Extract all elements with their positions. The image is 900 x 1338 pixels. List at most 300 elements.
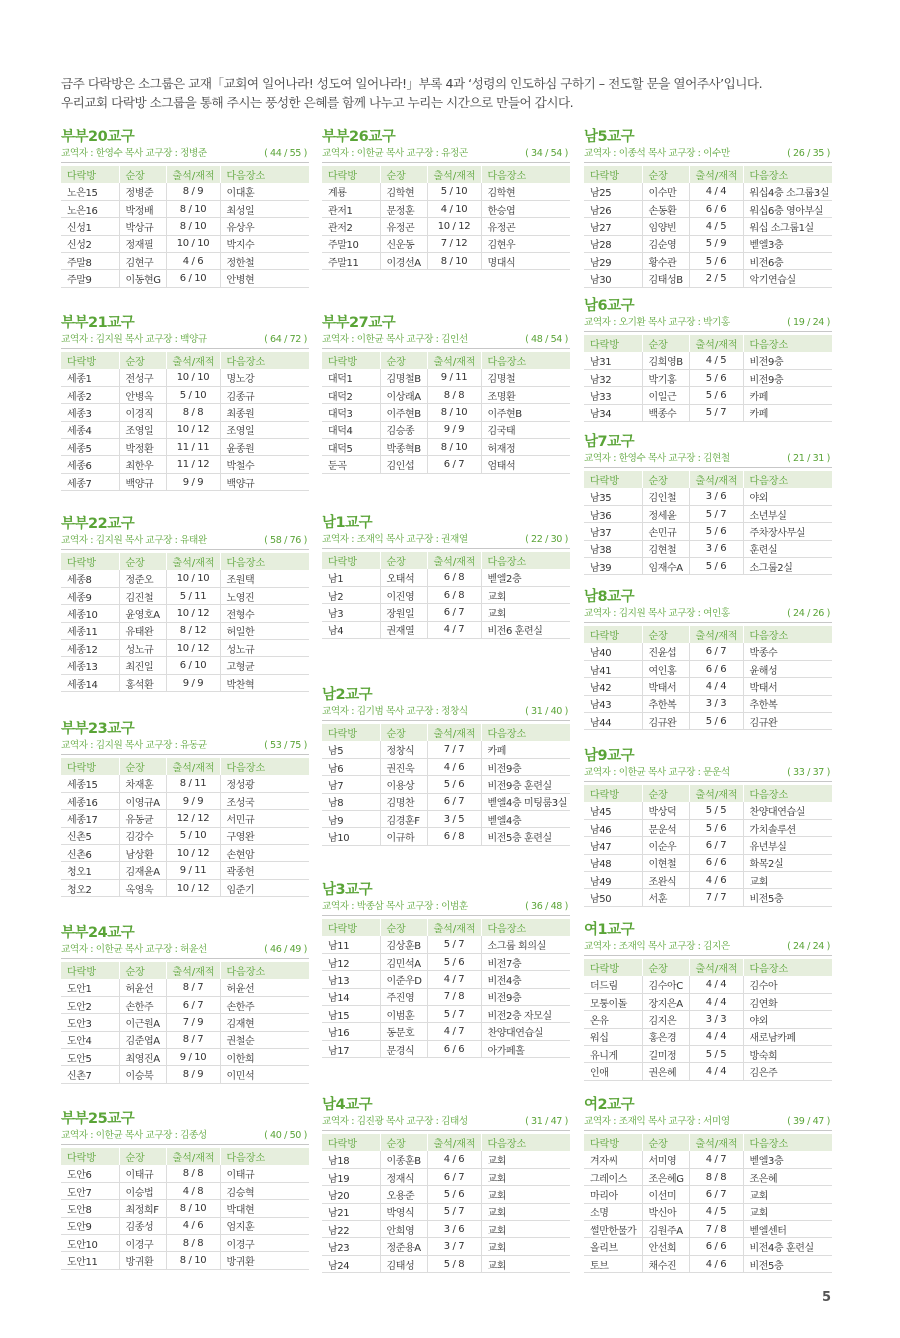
column-header: 순장 [380,919,427,936]
leader-cell: 김희영B [642,352,689,369]
district-meta [584,940,832,956]
room-cell: 남38 [584,540,642,557]
table-row [61,473,309,490]
district-staff: 교역자 : 이한균 목사 교구장 : 허윤선 [61,944,207,955]
district-group [584,921,832,1081]
room-cell: 소명 [584,1203,642,1220]
leader-cell: 김경훈F [380,811,427,828]
table-row [61,369,309,386]
column-header: 출석/재적 [427,724,481,741]
next-place-cell: 정성광 [220,775,309,792]
table-row [322,369,570,386]
room-cell: 대덕2 [322,386,380,403]
leader-cell: 권은혜 [642,1063,689,1080]
table-row [322,1255,570,1272]
next-place-cell: 김연화 [743,993,832,1010]
next-place-cell: 비전4층 [481,971,570,988]
table-row [322,811,570,828]
leader-cell: 김태성 [380,1255,427,1272]
district-table [61,962,309,1084]
next-place-cell: 카페 [481,741,570,758]
district-group [61,128,309,288]
district-staff: 교역자 : 조재익 목사 교구장 : 서미영 [584,1116,730,1127]
attendance-cell: 4 / 7 [427,621,481,638]
attendance-cell: 9 / 11 [427,369,481,386]
next-place-cell: 교회 [743,872,832,889]
leader-cell: 옥영욱 [119,879,166,896]
district-attendance-total: ( 39 / 47 ) [787,1116,830,1127]
attendance-cell: 5 / 6 [427,776,481,793]
room-cell: 세종8 [61,570,119,587]
next-place-cell: 조성국 [220,792,309,809]
room-cell: 올리브 [584,1238,642,1255]
district-group [584,588,832,730]
leader-cell: 조은혜G [642,1168,689,1185]
room-cell: 남36 [584,505,642,522]
room-cell: 남45 [584,802,642,819]
leader-cell: 방귀환 [119,1252,166,1269]
attendance-cell: 10 / 12 [166,605,220,622]
table-header-row [322,1134,570,1151]
district-attendance-total: ( 36 / 48 ) [525,901,568,912]
table-row [61,1031,309,1048]
district-meta [322,705,570,721]
district-attendance-total: ( 58 / 76 ) [264,535,307,546]
next-place-cell: 카페 [743,387,832,404]
room-cell: 도안6 [61,1165,119,1182]
attendance-cell: 6 / 7 [689,643,743,660]
district-group [61,1110,309,1270]
room-cell: 세종13 [61,657,119,674]
next-place-cell: 교회 [481,1221,570,1238]
next-place-cell: 이태규 [220,1165,309,1182]
table-header-row [584,626,832,643]
district-attendance-total: ( 34 / 54 ) [525,148,568,159]
attendance-cell: 10 / 12 [166,421,220,438]
table-header-row [322,919,570,936]
attendance-cell: 3 / 7 [427,1238,481,1255]
attendance-cell: 8 / 10 [166,218,220,235]
table-row [322,1006,570,1023]
column-header: 다음장소 [481,919,570,936]
table-row [61,1014,309,1031]
leader-cell: 조영일 [119,421,166,438]
district-group [322,128,570,270]
district-staff: 교역자 : 이한균 목사 교구장 : 문운석 [584,767,730,778]
table-row [61,1182,309,1199]
column-header: 출석/재적 [427,919,481,936]
district-group [322,686,570,846]
table-row [61,386,309,403]
table-row [61,235,309,252]
leader-cell: 유정곤 [380,218,427,235]
table-header-row [61,553,309,570]
leader-cell: 김규완 [642,713,689,730]
district-attendance-total: ( 53 / 75 ) [264,740,307,751]
next-place-cell: 유상우 [220,218,309,235]
room-cell: 남15 [322,1006,380,1023]
table-row [61,1252,309,1269]
attendance-cell: 8 / 10 [166,1200,220,1217]
next-place-cell: 윤종원 [220,439,309,456]
leader-cell: 오용준 [380,1186,427,1203]
district-title: 남1교구 [322,515,373,531]
district-meta [584,147,832,163]
attendance-cell: 8 / 7 [166,979,220,996]
leader-cell: 김민석A [380,953,427,970]
district-table [61,758,309,897]
next-place-cell: 김승혁 [220,1182,309,1199]
table-row [61,1049,309,1066]
attendance-cell: 5 / 6 [689,819,743,836]
district-staff: 교역자 : 김지원 목사 교구장 : 유동균 [61,740,207,751]
next-place-cell: 워십6층 영아부실 [743,200,832,217]
table-row [322,1168,570,1185]
column-header: 다음장소 [220,962,309,979]
room-cell: 세종10 [61,605,119,622]
attendance-cell: 5 / 8 [427,1255,481,1272]
table-row [322,421,570,438]
leader-cell: 이근원A [119,1014,166,1031]
attendance-cell: 7 / 12 [427,235,481,252]
district-attendance-total: ( 31 / 40 ) [525,706,568,717]
leader-cell: 진윤섭 [642,643,689,660]
district-title: 부부26교구 [322,129,396,145]
district-attendance-total: ( 33 / 37 ) [787,767,830,778]
district-title: 남6교구 [584,298,635,314]
leader-cell: 정재필 [119,235,166,252]
room-cell: 남28 [584,235,642,252]
district-table [584,785,832,907]
next-place-cell: 가치솔루션 [743,819,832,836]
leader-cell: 김현철 [642,540,689,557]
leader-cell: 윤영호A [119,605,166,622]
table-row [61,810,309,827]
district-title: 남2교구 [322,687,373,703]
next-place-cell: 악기연습실 [743,270,832,287]
district-meta [322,147,570,163]
attendance-cell: 12 / 12 [166,810,220,827]
column-header: 출석/재적 [689,785,743,802]
room-cell: 남24 [322,1255,380,1272]
room-cell: 도안4 [61,1031,119,1048]
room-cell: 관저1 [322,200,380,217]
district-table [584,471,832,575]
room-cell: 남11 [322,936,380,953]
attendance-cell: 6 / 6 [689,854,743,871]
next-place-cell: 이민석 [220,1066,309,1083]
table-row [61,640,309,657]
attendance-cell: 5 / 10 [166,386,220,403]
room-cell: 남33 [584,387,642,404]
leader-cell: 박종혁B [380,439,427,456]
leader-cell: 이경구 [119,1235,166,1252]
table-row [61,1066,309,1083]
district-meta [584,452,832,468]
next-place-cell: 비전5층 [743,889,832,906]
attendance-cell: 5 / 7 [689,505,743,522]
table-row [322,1186,570,1203]
leader-cell: 문정훈 [380,200,427,217]
attendance-cell: 10 / 12 [166,845,220,862]
table-header-row [584,166,832,183]
next-place-cell: 한승엽 [481,200,570,217]
table-row [584,993,832,1010]
attendance-cell: 11 / 12 [166,456,220,473]
room-cell: 도안8 [61,1200,119,1217]
district-title: 남5교구 [584,129,635,145]
leader-cell: 안선희 [642,1238,689,1255]
room-cell: 주말9 [61,270,119,287]
next-place-cell: 조은혜 [743,1168,832,1185]
next-place-cell: 조영일 [220,421,309,438]
attendance-cell: 6 / 10 [166,270,220,287]
attendance-cell: 5 / 6 [427,1186,481,1203]
leader-cell: 박기홍 [642,369,689,386]
table-row [61,845,309,862]
column-header: 다음장소 [743,1134,832,1151]
table-row [584,854,832,871]
leader-cell: 길미정 [642,1046,689,1063]
attendance-cell: 10 / 12 [166,879,220,896]
next-place-cell: 이대훈 [220,183,309,200]
leader-cell: 이승북 [119,1066,166,1083]
leader-cell: 정세윤 [642,505,689,522]
table-row [322,200,570,217]
district-title: 여1교구 [584,922,635,938]
room-cell: 남21 [322,1203,380,1220]
column-header: 다락방 [584,166,642,183]
column-header: 다락방 [322,919,380,936]
leader-cell: 박영식 [380,1203,427,1220]
attendance-cell: 8 / 11 [166,775,220,792]
column-header: 다락방 [584,785,642,802]
table-row [584,976,832,993]
room-cell: 남2 [322,586,380,603]
next-place-cell: 교회 [481,1151,570,1168]
attendance-cell: 6 / 7 [166,996,220,1013]
room-cell: 남49 [584,872,642,889]
column-header: 출석/재적 [689,166,743,183]
district-title: 남8교구 [584,589,635,605]
next-place-cell: 벧엘3층 [743,1151,832,1168]
leader-cell: 박신아 [642,1203,689,1220]
table-row [584,1028,832,1045]
next-place-cell: 정한철 [220,253,309,270]
table-row [584,270,832,287]
attendance-cell: 4 / 6 [166,1217,220,1234]
leader-cell: 최진일 [119,657,166,674]
table-row [61,1217,309,1234]
district-meta [584,766,832,782]
leader-cell: 이종훈B [380,1151,427,1168]
leader-cell: 김재윤A [119,862,166,879]
leader-cell: 이순우 [642,837,689,854]
table-row [61,657,309,674]
table-row [584,369,832,386]
room-cell: 남1 [322,569,380,586]
district-title: 부부22교구 [61,516,135,532]
leader-cell: 이규하 [380,828,427,845]
column-header: 순장 [642,166,689,183]
room-cell: 주말11 [322,253,380,270]
room-cell: 도안11 [61,1252,119,1269]
table-row [61,200,309,217]
next-place-cell: 조원택 [220,570,309,587]
leader-cell: 박정환 [119,439,166,456]
column-header: 출석/재적 [689,471,743,488]
table-row [61,979,309,996]
column-header: 순장 [642,471,689,488]
leader-cell: 이준우D [380,971,427,988]
attendance-cell: 5 / 5 [689,1046,743,1063]
table-row [61,1165,309,1182]
next-place-cell: 새로남카페 [743,1028,832,1045]
district-group [322,881,570,1058]
attendance-cell: 9 / 10 [166,1049,220,1066]
column-header: 다음장소 [481,166,570,183]
table-header-row [322,352,570,369]
attendance-cell: 9 / 9 [427,421,481,438]
district-table [584,959,832,1081]
column-header: 출석/재적 [427,166,481,183]
column-header: 다음장소 [220,758,309,775]
column-header: 순장 [119,962,166,979]
attendance-cell: 3 / 6 [689,540,743,557]
column-header: 출석/재적 [689,335,743,352]
attendance-cell: 4 / 4 [689,1063,743,1080]
column-header: 출석/재적 [166,553,220,570]
room-cell: 남14 [322,988,380,1005]
attendance-cell: 11 / 11 [166,439,220,456]
next-place-cell: 박태서 [743,678,832,695]
district-group [61,720,309,897]
column-header: 순장 [119,352,166,369]
attendance-cell: 8 / 12 [166,622,220,639]
next-place-cell: 교회 [743,1186,832,1203]
leader-cell: 정재식 [380,1168,427,1185]
room-cell: 남26 [584,200,642,217]
room-cell: 남9 [322,811,380,828]
attendance-cell: 5 / 6 [427,953,481,970]
column-header: 다락방 [61,166,119,183]
room-cell: 대덕4 [322,421,380,438]
room-cell: 남47 [584,837,642,854]
leader-cell: 권진욱 [380,758,427,775]
room-cell: 세종2 [61,386,119,403]
column-header: 다음장소 [220,1148,309,1165]
next-place-cell: 비전6층 [743,253,832,270]
table-row [584,802,832,819]
leader-cell: 김상훈B [380,936,427,953]
district-staff: 교역자 : 이종석 목사 교구장 : 이수만 [584,148,730,159]
leader-cell: 이현철 [642,854,689,871]
table-header-row [584,471,832,488]
attendance-cell: 6 / 7 [427,793,481,810]
table-row [322,1203,570,1220]
room-cell: 남42 [584,678,642,695]
attendance-cell: 10 / 12 [427,218,481,235]
column-header: 순장 [642,785,689,802]
column-header: 다음장소 [743,166,832,183]
attendance-cell: 8 / 7 [166,1031,220,1048]
table-row [584,488,832,505]
table-row [322,793,570,810]
column-header: 다락방 [584,335,642,352]
district-staff: 교역자 : 박종삼 목사 교구장 : 이범훈 [322,901,468,912]
district-title: 남9교구 [584,748,635,764]
next-place-cell: 교회 [743,1203,832,1220]
next-place-cell: 벧엘4층 [481,811,570,828]
attendance-cell: 7 / 7 [689,889,743,906]
column-header: 다음장소 [743,335,832,352]
table-row [61,622,309,639]
leader-cell: 유태완 [119,622,166,639]
attendance-cell: 3 / 6 [427,1221,481,1238]
table-row [322,253,570,270]
next-place-cell: 비전5층 [743,1255,832,1272]
table-row [61,587,309,604]
table-row [61,270,309,287]
district-group [322,314,570,474]
district-meta [61,739,309,755]
attendance-cell: 5 / 7 [427,936,481,953]
room-cell: 신촌6 [61,845,119,862]
table-row [584,678,832,695]
table-row [322,218,570,235]
table-row [61,792,309,809]
table-row [61,456,309,473]
district-staff: 교역자 : 한영수 목사 교구장 : 김현철 [584,453,730,464]
district-attendance-total: ( 24 / 26 ) [787,608,830,619]
leader-cell: 이용상 [380,776,427,793]
next-place-cell: 소그룹2실 [743,558,832,575]
column-header: 다음장소 [743,959,832,976]
attendance-cell: 4 / 5 [689,352,743,369]
table-header-row [61,352,309,369]
table-header-row [584,785,832,802]
room-cell: 대덕3 [322,404,380,421]
table-row [584,1186,832,1203]
district-staff: 교역자 : 조재익 목사 교구장 : 권재열 [322,534,468,545]
attendance-cell: 5 / 6 [689,369,743,386]
leader-cell: 장원일 [380,604,427,621]
attendance-cell: 4 / 5 [689,1203,743,1220]
room-cell: 주말8 [61,253,119,270]
leader-cell: 이경선A [380,253,427,270]
attendance-cell: 5 / 6 [689,713,743,730]
leader-cell: 동문호 [380,1023,427,1040]
room-cell: 유니게 [584,1046,642,1063]
district-table [322,352,570,474]
leader-cell: 신운동 [380,235,427,252]
table-row [322,936,570,953]
next-place-cell: 비전9층 [743,352,832,369]
column-header: 다락방 [584,959,642,976]
column-header: 출석/재적 [427,352,481,369]
leader-cell: 김승종 [380,421,427,438]
column-header: 출석/재적 [166,166,220,183]
attendance-cell: 8 / 10 [166,200,220,217]
next-place-cell: 유년부실 [743,837,832,854]
attendance-cell: 9 / 9 [166,792,220,809]
room-cell: 그레이스 [584,1168,642,1185]
leader-cell: 김태성B [642,270,689,287]
room-cell: 남50 [584,889,642,906]
next-place-cell: 소년부실 [743,505,832,522]
room-cell: 남19 [322,1168,380,1185]
table-header-row [584,335,832,352]
